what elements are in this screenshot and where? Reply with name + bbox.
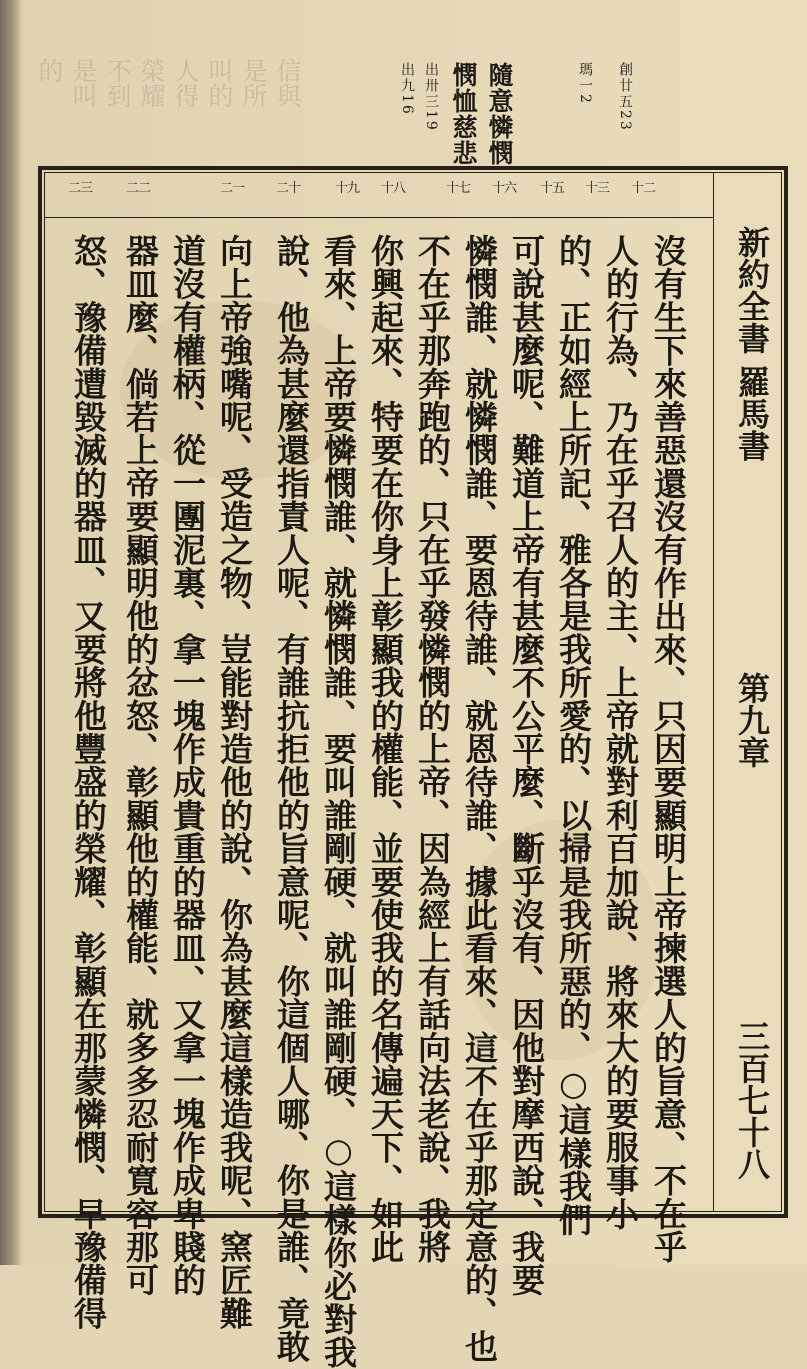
verse-number-rule: [44, 217, 713, 218]
verse-number: 十三: [584, 181, 609, 196]
verse-number: 十二: [630, 181, 655, 196]
verse-number: 十七: [445, 181, 470, 196]
text-column-3: 的、正如經上所記、雅各是我所愛的、以掃是我所惡的、○這樣我們: [554, 234, 593, 1236]
text-column-4: 可說甚麼呢、難道上帝有甚麼不公平麼、斷乎沒有、因他對摩西說、我要: [507, 234, 546, 1297]
margin-note-words-a: 隨意憐憫: [485, 62, 514, 166]
bleed-through-text: 信與是所叫的人得榮耀不到是叫的: [35, 58, 302, 108]
text-column-1: 沒有生下來善惡還沒有作出來、只因要顯明上帝揀選人的旨意、不在乎: [649, 234, 688, 1264]
text-column-13: 怒、豫備遭毀滅的器皿、又要將他豐盛的榮耀、彰顯在那蒙憐憫、早豫備得: [69, 234, 108, 1330]
text-column-5: 憐憫誰、就憐憫誰、要恩待誰、就恩待誰、據此看來、這不在乎那定意的、也: [460, 234, 499, 1363]
verse-number: 十六: [491, 181, 516, 196]
running-title: 新約全書 羅馬書: [733, 226, 771, 462]
text-column-6: 不在乎那奔跑的、只在乎發憐憫的上帝、因為經上有話向法老說、我將: [413, 234, 452, 1264]
verse-number: 十八: [380, 181, 405, 196]
margin-note-words-b: 憫恤慈悲: [449, 62, 478, 166]
margin-reference-left: 出九16: [399, 62, 415, 116]
verse-number: 二一: [219, 181, 244, 196]
chapter-label: 第九章: [733, 672, 771, 768]
text-column-11: 道沒有權柄、從一團泥裏、拿一塊作成貴重的器皿、又拿一塊作成卑賤的: [168, 234, 207, 1297]
margin-reference-right-2: 創廿五23: [617, 62, 633, 132]
verse-number: 二十: [275, 181, 300, 196]
text-column-12: 器皿麼、倘若上帝要顯明他的忿怒、彰顯他的權能、就多多忍耐寬容那可: [121, 234, 160, 1297]
book-spine-shadow: [0, 0, 22, 1265]
text-column-10: 向上帝強嘴呢、受造之物、豈能對造他的說、你為甚麼這樣造我呢、窯匠難: [215, 234, 254, 1330]
verse-number: 二二: [125, 181, 150, 196]
page-number: 三百七十八: [733, 1020, 771, 1180]
verse-number: 十五: [539, 181, 564, 196]
text-column-2: 人的行為、乃在乎召人的主、上帝就對利百加說、將來大的要服事小: [601, 234, 640, 1230]
margin-reference-left-2: 出卅三19: [423, 62, 439, 132]
verse-number: 二三: [67, 181, 92, 196]
text-column-7: 你興起來、特要在你身上彰顯我的權能、並要使我的名傳遍天下、如此: [366, 234, 405, 1264]
text-column-8: 看來、上帝要憐憫誰、就憐憫誰、要叫誰剛硬、就叫誰剛硬、○這樣你必對我: [319, 234, 358, 1369]
margin-reference-right: 瑪一2: [577, 62, 593, 105]
verse-number: 十九: [334, 181, 359, 196]
text-column-9: 說、他為甚麼還指責人呢、有誰抗拒他的旨意呢、你這個人哪、你是誰、竟敢: [272, 234, 311, 1363]
side-column-rule: [713, 172, 714, 1212]
